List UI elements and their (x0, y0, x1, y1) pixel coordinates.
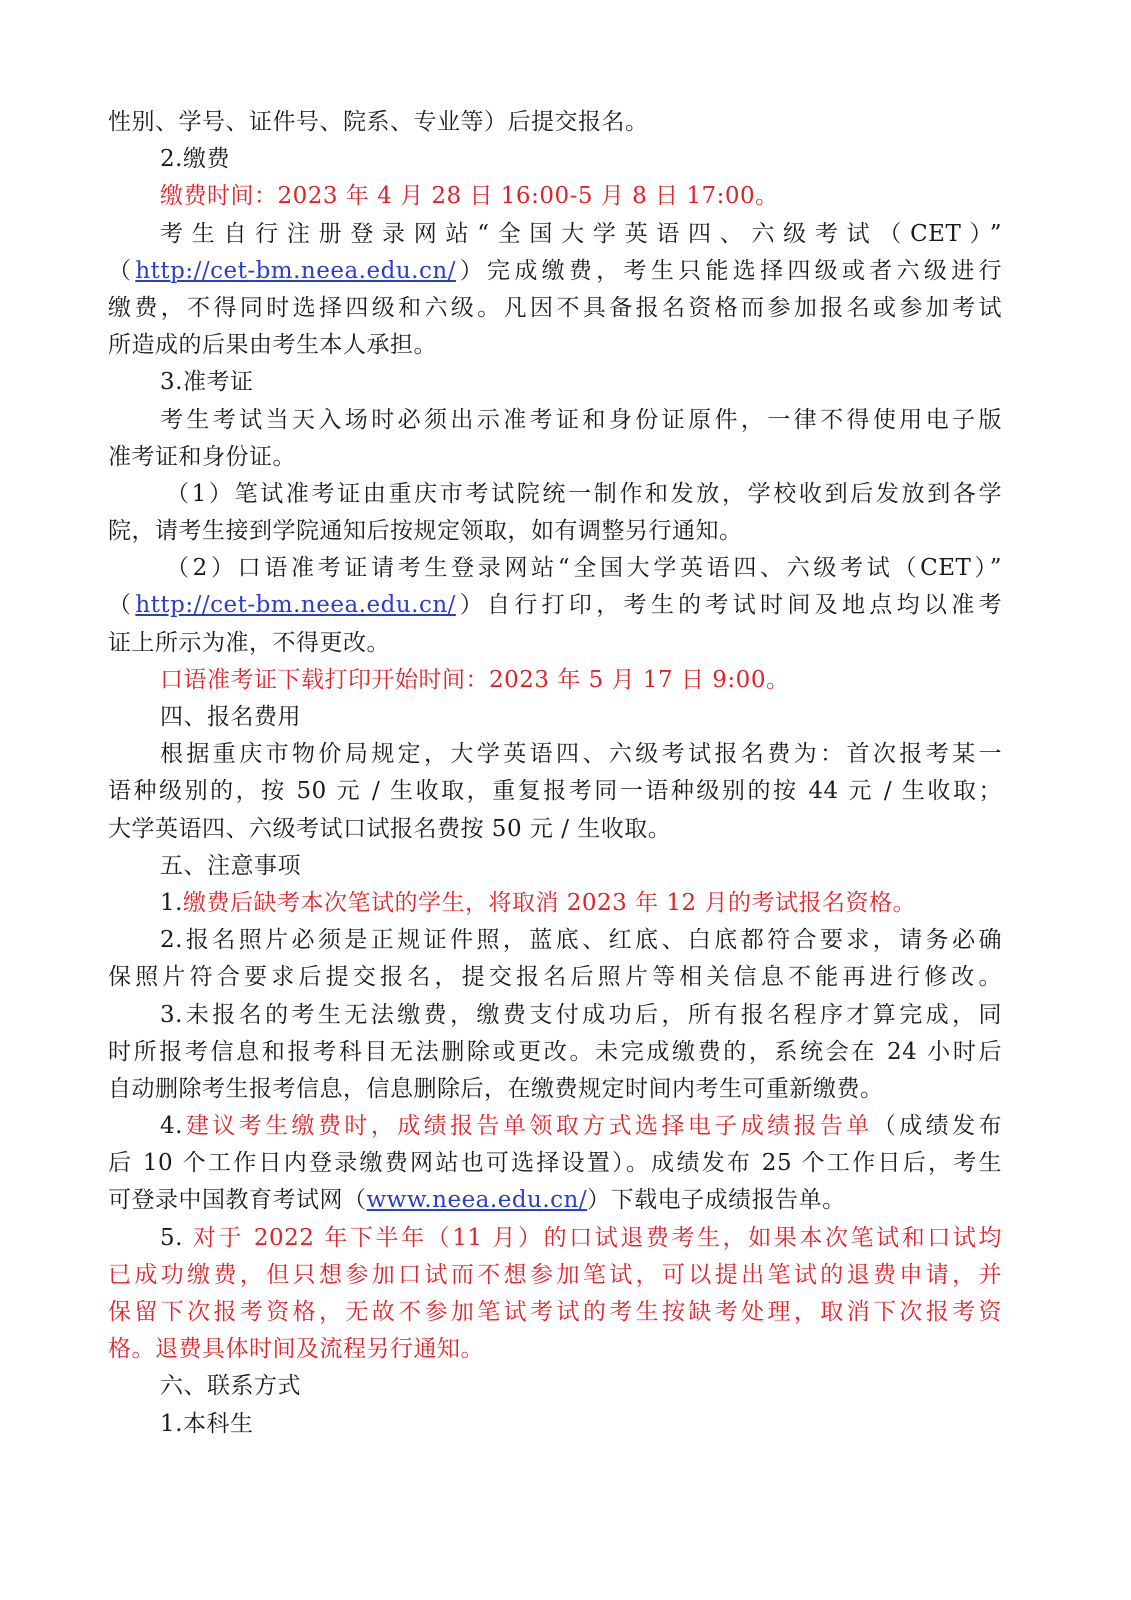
paragraph-text: 可登录中国教育考试网（ (108, 1187, 367, 1214)
paragraph-text: ）下载电子成绩报告单。 (587, 1187, 846, 1214)
paragraph-text: （成绩发布 (872, 1113, 1003, 1140)
paragraph-line: 考生考试当天入场时必须出示准考证和身份证原件，一律不得使用电子版 (160, 406, 1002, 433)
paragraph-line: 格。退费具体时间及流程另行通知。 (108, 1336, 484, 1363)
paragraph-line: 准考证和身份证。 (108, 443, 296, 470)
neea-website-link[interactable]: www.neea.edu.cn/ (366, 1187, 588, 1214)
paragraph-line: 已成功缴费，但只想参加口试而不想参加笔试，可以提出笔试的退费申请，并 (108, 1261, 1002, 1288)
section-heading-contact: 六、联系方式 (160, 1373, 301, 1400)
note-number: 1. (160, 889, 183, 916)
paren-open: （ (108, 257, 136, 284)
paragraph-line: 根据重庆市物价局规定，大学英语四、六级考试报名费为：首次报考某一 (160, 741, 1002, 768)
document-page (108, 104, 1002, 1443)
note-item-3: 3.未报名的考生无法缴费，缴费支付成功后，所有报名程序才算完成，同 (160, 1001, 1002, 1028)
payment-time-notice: 缴费时间：2023 年 4 月 28 日 16:00-5 月 8 日 17:00。 (160, 183, 779, 210)
paragraph-line: 语种级别的，按 50 元 / 生收取，重复报考同一语种级别的按 44 元 / 生收取； (108, 778, 1002, 805)
note-number: 5. (160, 1224, 193, 1251)
note-emphasis: 建议考生缴费时，成绩报告单领取方式选择电子成绩报告单 (182, 1113, 873, 1140)
contact-subheading-undergrad: 1.本科生 (160, 1410, 254, 1437)
cet-print-link[interactable]: http://cet-bm.neea.edu.cn/ (135, 592, 456, 619)
section-heading-payment: 2.缴费 (160, 146, 230, 173)
section-heading-admission-ticket: 3.准考证 (160, 369, 254, 396)
section-heading-notes: 五、注意事项 (160, 852, 301, 879)
paragraph-line: 考生自行注册登录网站“全国大学英语四、六级考试（CET）” (160, 220, 1002, 247)
paragraph-line: （1）笔试准考证由重庆市考试院统一制作和发放，学校收到后发放到各学 (166, 480, 1002, 507)
paragraph-line: 院，请考生接到学院通知后按规定领取，如有调整另行通知。 (108, 518, 743, 545)
paragraph-text: ）自行打印，考生的考试时间及地点均以准考 (455, 592, 1003, 619)
paragraph-line: 保照片符合要求后提交报名，提交报名后照片等相关信息不能再进行修改。 (108, 964, 1002, 991)
paragraph-line: 自动删除考生报考信息，信息删除后，在缴费规定时间内考生可重新缴费。 (108, 1075, 884, 1102)
paragraph-line: （2）口语准考证请考生登录网站“全国大学英语四、六级考试（CET）” (166, 555, 1002, 582)
paragraph-line (108, 1182, 1002, 1219)
oral-ticket-time-notice: 口语准考证下载打印开始时间：2023 年 5 月 17 日 9:00。 (160, 666, 790, 693)
paragraph-line: 所造成的后果由考生本人承担。 (108, 332, 437, 359)
note-item-5 (108, 1220, 1002, 1257)
note-item-2: 2.报名照片必须是正规证件照，蓝底、红底、白底都符合要求，请务必确 (160, 927, 1002, 954)
paragraph-line: 后 10 个工作日内登录缴费网站也可选择设置）。成绩发布 25 个工作日后，考生 (108, 1150, 1002, 1177)
paragraph-line: 证上所示为准，不得更改。 (108, 629, 390, 656)
note-item-4 (108, 1108, 1002, 1145)
note-emphasis: 对于 2022 年下半年（11 月）的口试退费考生，如果本次笔试和口试均 (192, 1224, 1002, 1251)
note-emphasis: 缴费后缺考本次笔试的学生，将取消 2023 年 12 月的考试报名资格。 (182, 889, 916, 916)
paragraph-text: ）完成缴费，考生只能选择四级或者六级进行 (455, 257, 1003, 284)
paren-open: （ (108, 592, 136, 619)
cet-registration-link[interactable]: http://cet-bm.neea.edu.cn/ (135, 257, 456, 284)
paragraph-line (108, 587, 1002, 624)
section-heading-fees: 四、报名费用 (160, 704, 301, 730)
paragraph-line: 保留下次报考资格，无故不参加笔试考试的考生按缺考处理，取消下次报考资 (108, 1299, 1002, 1325)
note-number: 4. (160, 1113, 183, 1140)
paragraph-line: 性别、学号、证件号、院系、专业等）后提交报名。 (108, 109, 649, 135)
note-item-1 (108, 885, 1002, 922)
paragraph-line: 时所报考信息和报考科目无法删除或更改。未完成缴费的，系统会在 24 小时后 (108, 1038, 1002, 1065)
paragraph-line (108, 253, 1002, 290)
paragraph-line: 缴费，不得同时选择四级和六级。凡因不具备报名资格而参加报名或参加考试 (108, 294, 1002, 321)
paragraph-line: 大学英语四、六级考试口试报名费按 50 元 / 生收取。 (108, 815, 672, 842)
